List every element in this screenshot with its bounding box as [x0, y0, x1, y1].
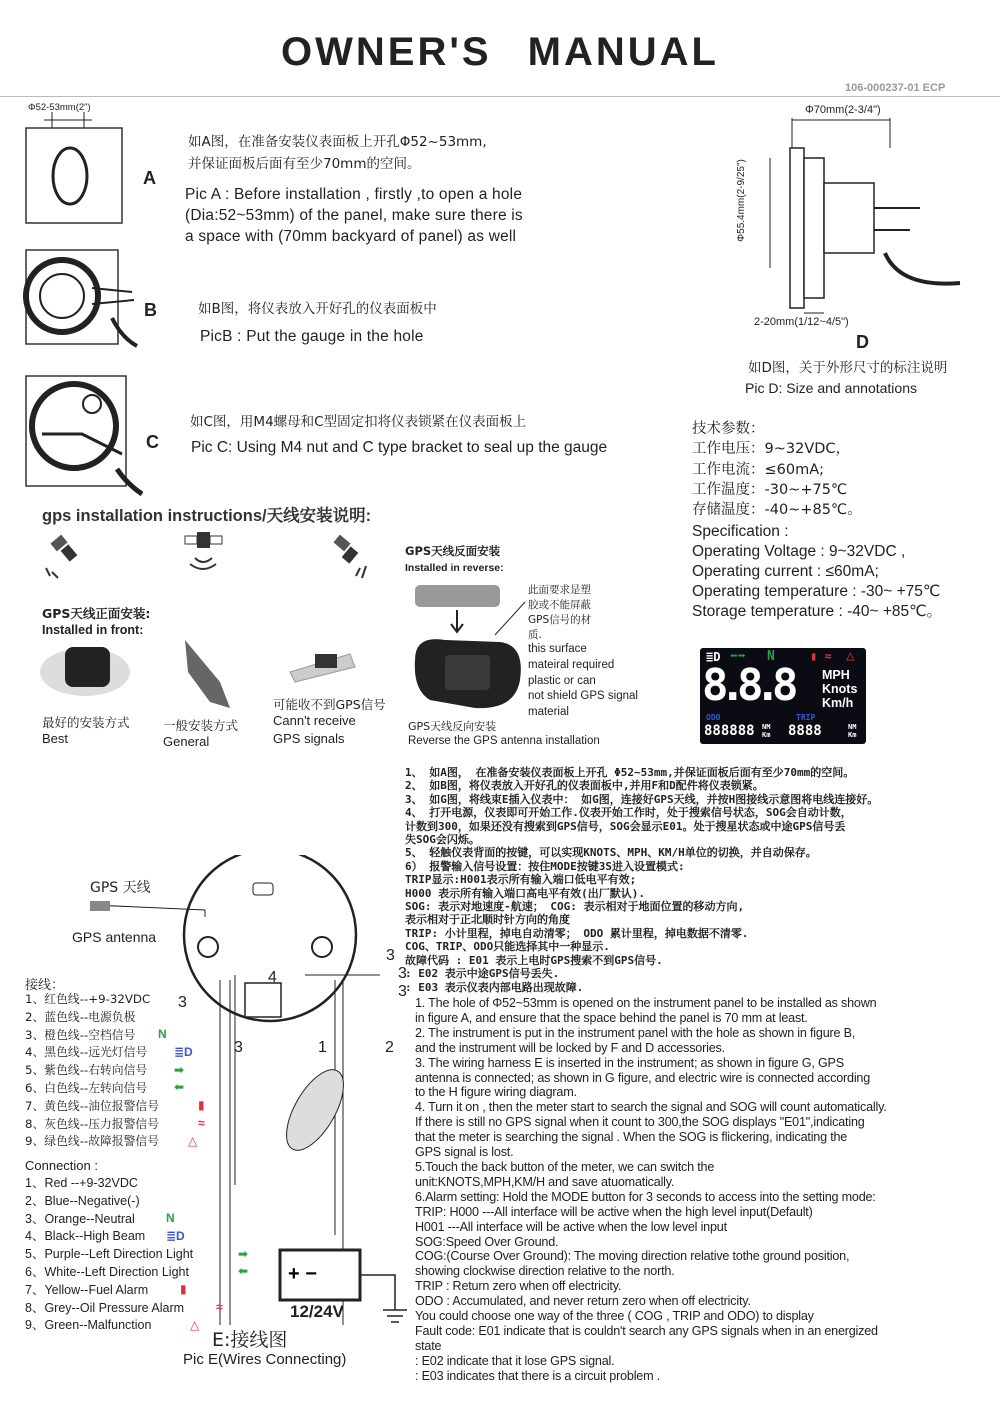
wiring-cn-title: 接线：	[25, 978, 65, 993]
high-beam-indicator-icon: ≣D	[706, 650, 721, 664]
en-indicator-icons	[166, 1210, 248, 1335]
text-line: 2、Blue--Negative(-)	[25, 1193, 140, 1208]
odo-unit-nm: NM	[762, 723, 771, 731]
text-line: and the instrument will be locked by F and D accessories.	[415, 1040, 725, 1055]
gps-note-cn	[528, 583, 591, 643]
text-line: Pic A : Before installation , firstly ,to open a hole	[185, 186, 523, 203]
pic-c-bracket-diagram	[22, 374, 147, 499]
text-line: material	[528, 706, 569, 719]
pin-label: 3	[178, 994, 187, 1011]
pic-a-letter: A	[143, 168, 156, 188]
pic-a-dimension: Φ52-53mm(2")	[28, 102, 91, 113]
text-line: 4、Black--High Beam	[25, 1229, 146, 1244]
text-line: 故障代码 : E01 表示上电时GPS搜索不到GPS信号.	[405, 953, 663, 967]
pic-a-en-text	[185, 184, 523, 247]
text-line: (Dia:52~53mm) of the panel, make sure there is	[185, 207, 523, 224]
warning-triangle-icon: △	[188, 1133, 198, 1148]
text-line: 5、 轻触仪表背面的按键，可以实现KNOTS、MPH、KM/H单位的切换，并自动保存。	[405, 846, 817, 860]
text-line: 2. The instrument is put in the instrument panel with the hole as shown in figure B,	[415, 1025, 856, 1040]
text-line: 失SOG会闪烁。	[405, 833, 480, 847]
text-line: SOG: 表示对地速度-航速； COG: 表示相对于地面位置的移动方向,	[405, 900, 745, 914]
gps-front-cn: GPS天线正面安装:	[42, 606, 151, 621]
oil-pressure-icon: ≈	[198, 1115, 205, 1130]
text-line: 4、黑色线--远光灯信号	[25, 1045, 148, 1060]
fuel-icon: ▮	[198, 1098, 205, 1113]
gps-heading: gps installation instructions/天线安装说明:	[42, 507, 372, 525]
text-line: 技术参数：	[692, 421, 765, 437]
text-line: to the H figure wiring diagram.	[415, 1085, 577, 1100]
text-line: 6、White--Left Direction Light	[25, 1264, 189, 1279]
text-line: 计数到300，如果还没有搜索到GPS信号，SOG会显示E01。处于搜星状态或中途GPS信号丢	[405, 819, 846, 833]
trip-label: TRIP	[796, 713, 816, 722]
pic-d-en-text: Pic D: Size and annotations	[745, 380, 917, 396]
gps-note-en	[528, 642, 638, 721]
pic-b-en-text: PicB : Put the gauge in the hole	[200, 328, 424, 345]
text-line: : E02 indicate that it lose GPS signal.	[415, 1353, 615, 1368]
text-line: Specification :	[692, 523, 789, 540]
text-line: : E03 indicates that there is a circuit problem .	[415, 1368, 660, 1383]
text-line: : E03 表示仪表内部电路出现故障.	[405, 980, 584, 994]
text-line: 质.	[528, 629, 542, 641]
gps-reverse-cn: GPS天线反面安装	[405, 544, 501, 558]
malfunction-warning-icon: △	[846, 648, 855, 664]
text-line: MPH	[822, 668, 850, 682]
text-line: 如A图，在准备安装仪表面板上开孔Φ52~53mm,	[188, 134, 487, 150]
high-beam-icon: ≣D	[166, 1228, 185, 1243]
text-line: 6） 报警输入信号设置：按住MODE按键3S进入设置模式:	[405, 859, 685, 873]
text-line: TRIP : Return zero when off electricity.	[415, 1279, 622, 1294]
pic-e-caption: Pic E(Wires Connecting)	[183, 1351, 347, 1368]
text-line: 5、Purple--Left Direction Light	[25, 1247, 194, 1262]
odo-label: ODO	[706, 713, 721, 722]
pic-d-dim-top: Φ70mm(2-3/4")	[805, 104, 881, 116]
text-line: COG、TRIP、ODO只能选择其中一种显示.	[405, 940, 610, 954]
cn-indicator-icons	[158, 1026, 205, 1151]
text-line: antenna is connected; as shown in G figure, and electric wire is connected according	[415, 1070, 871, 1085]
text-line: SOG:Speed Over Ground.	[415, 1234, 559, 1249]
reverse-antenna-image	[405, 580, 530, 720]
left-arrow-icon: ⬅	[238, 1264, 249, 1279]
neutral-indicator: N	[767, 649, 775, 664]
text-line: 3. The wiring harness E is inserted in the instrument; as shown in figure G, GPS	[415, 1055, 844, 1070]
text-line: H001 ---All interface will be active when the low level input	[415, 1219, 727, 1234]
text-line: Knots	[822, 682, 858, 696]
specs-cn	[692, 419, 862, 520]
text-line: ODO : Accumulated, and never return zero when off electricity.	[415, 1294, 751, 1309]
steps-en	[415, 996, 887, 1384]
text-line: TRIP: H000 ---All interface will be active when the high level input(Default)	[415, 1204, 813, 1219]
gps-general-cn: 一般安装方式	[163, 718, 239, 733]
text-line: not shield GPS signal	[528, 690, 638, 703]
text-line: 5.Touch the back button of the meter, we can switch the	[415, 1159, 715, 1174]
text-line: 5、紫色线--右转向信号	[25, 1063, 148, 1078]
text-line: Km/h	[822, 696, 854, 710]
pic-d-letter: D	[856, 332, 869, 352]
pic-a-cn-text	[188, 131, 487, 175]
speed-digits: 8.8.8	[702, 660, 790, 711]
battery-label: 12/24V	[290, 1302, 344, 1321]
text-line: COG:(Course Over Ground): The moving direction relative tothe ground position,	[415, 1249, 850, 1264]
gps-best-en: Best	[42, 731, 69, 746]
text-line: TRIP: 小计里程，掉电自动清零； ODO 累计里程，掉电数据不清零.	[405, 926, 749, 940]
gps-cannot-cn: 可能收不到GPS信号	[273, 697, 386, 712]
left-arrow-icon: ⬅	[174, 1080, 185, 1095]
text-line: this surface	[528, 643, 587, 655]
trip-unit-km: Km	[848, 731, 857, 739]
divider	[0, 96, 1000, 97]
high-beam-icon: ≣D	[174, 1044, 193, 1059]
text-line: 此面要求是塑	[528, 584, 591, 596]
pin-label: 4	[268, 969, 277, 986]
text-line: unit:KNOTS,MPH,KM/H and save atuomatically.	[415, 1174, 675, 1189]
text-line: 6、白色线--左转向信号	[25, 1080, 148, 1095]
gps-cannot-en-2: GPS signals	[273, 731, 345, 746]
text-line: 2、 如B图，将仪表放入开好孔的仪表面板中,并用F和D配件将仪表锁紧。	[405, 779, 764, 793]
text-line: : E02 表示中途GPS信号丢失.	[405, 967, 560, 981]
specs-en	[692, 522, 942, 622]
text-line: Operating current : ≤60mA;	[692, 563, 879, 580]
pic-c-cn-text: 如C图，用M4螺母和C型固定扣将仪表锁紧在仪表面板上	[190, 414, 527, 430]
oil-pressure-icon: ≈	[216, 1299, 223, 1314]
satellite-icon	[333, 535, 366, 578]
text-line: 4、 打开电源，仪表即可开始工作.仪表开始工作时，处于搜索信号状态，SOG会自动计数，	[405, 806, 852, 820]
text-line: in figure A, and ensure that the space behind the panel is 70 mm at least.	[415, 1010, 808, 1025]
speed-units	[822, 668, 857, 710]
pic-d-cn-text: 如D图，关于外形尺寸的标注说明	[748, 360, 948, 376]
text-line: that the meter is searching the signal . When the SOG is flickering, indicating the	[415, 1130, 848, 1145]
pin-label: 2	[385, 1039, 394, 1056]
text-line: plastic or can	[528, 674, 596, 687]
text-line: If there is still no GPS signal when it count to 300,the SOG displays "E01",indicating	[415, 1115, 865, 1130]
pin-label: 3	[386, 947, 395, 964]
text-line: 3、 如G图，将线束E插入仪表中： 如G图，连接好GPS天线，并按H图接线示意图将电线连接好。	[405, 792, 879, 806]
text-line: 3、橙色线--空档信号	[25, 1027, 136, 1042]
text-line: Operating Voltage : 9~32VDC ,	[692, 543, 906, 560]
pic-c-en-text: Pic C: Using M4 nut and C type bracket to seal up the gauge	[191, 439, 608, 456]
fuel-icon: ▮	[180, 1282, 187, 1297]
right-arrow-icon: ➡	[238, 1246, 249, 1261]
pic-a-panel-hole-diagram	[22, 112, 132, 227]
trip-digits: 8888	[788, 723, 822, 739]
text-line: 工作电流：≤60mA;	[692, 461, 825, 478]
gps-reverse-en: Installed in reverse:	[405, 562, 504, 574]
text-line: 7、Yellow--Fuel Alarm	[25, 1282, 149, 1297]
text-line: Fault code: E01 indicate that is couldn't search any GPS signals when in an energized	[415, 1323, 878, 1338]
pic-b-cn-text: 如B图，将仪表放入开好孔的仪表面板中	[198, 301, 437, 317]
pic-d-dim-bottom: 2-20mm(1/12~4/5")	[754, 316, 849, 328]
text-line: TRIP显示:H001表示所有输入端口低电平有效;	[405, 873, 637, 887]
text-line: 胶或不能屏蔽	[528, 599, 591, 611]
satellite-icons	[40, 528, 380, 588]
odo-unit-km: Km	[762, 731, 771, 739]
text-line: 1、红色线--+9-32VDC	[25, 992, 151, 1006]
gps-antenna-cn-label: GPS 天线	[90, 880, 151, 896]
trip-unit-nm: NM	[848, 723, 857, 731]
pin-label: 3	[398, 983, 407, 1000]
gps-cannot-en-1: Cann't receive	[273, 713, 356, 728]
pin-label: 1	[318, 1039, 327, 1056]
steps-cn	[405, 766, 878, 994]
svg-text:+ −: + −	[288, 1263, 317, 1285]
gps-general-en: General	[163, 734, 210, 749]
pic-c-letter: C	[146, 432, 159, 452]
neutral-icon: N	[166, 1211, 175, 1225]
text-line: a space with (70mm backyard of panel) as well	[185, 228, 517, 245]
document-code: 106-000237-01 ECP	[845, 82, 946, 94]
text-line: 9、绿色线--故障报警信号	[25, 1134, 159, 1149]
wiring-en-title: Connection :	[25, 1158, 98, 1173]
text-line: GPS signal is lost.	[415, 1145, 514, 1160]
text-line: mateiral required	[528, 658, 615, 671]
warning-triangle-icon: △	[190, 1317, 200, 1332]
text-line: 2、蓝色线--电源负极	[25, 1009, 136, 1024]
text-line: 并保证面板后面有至少70mm的空间。	[188, 156, 421, 172]
text-line: 3、Orange--Neutral	[25, 1211, 135, 1226]
gps-antenna-en-label: GPS antenna	[72, 929, 157, 945]
pic-d-dim-side: Φ55.4mm(2-9/25")	[735, 159, 747, 242]
page-title: OWNER'S MANUAL	[281, 30, 719, 74]
satellite-icon	[185, 532, 222, 569]
odo-digits: 888888	[704, 723, 755, 739]
wiring-cn-list	[25, 991, 159, 1151]
text-line: H000 表示所有输入端口高电平有效(出厂默认).	[405, 886, 645, 900]
text-line: GPS信号的材	[528, 614, 592, 626]
text-line: 表示相对于正北顺时针方向的角度	[405, 913, 570, 927]
neutral-icon: N	[158, 1027, 167, 1041]
text-line: Operating temperature : -30~ +75℃	[692, 583, 941, 600]
gps-bottom-en: Reverse the GPS antenna installation	[408, 735, 600, 747]
text-line: 工作温度：-30~+75℃	[692, 481, 848, 498]
turn-signal-icons: ⬅➡	[730, 649, 746, 664]
text-line: 7、黄色线--油位报警信号	[25, 1098, 159, 1113]
lcd-display-preview	[700, 648, 866, 744]
gps-front-en: Installed in front:	[42, 623, 144, 637]
pin-label: 3	[234, 1039, 243, 1056]
pic-b-letter: B	[144, 300, 157, 320]
text-line: You could choose one way of the three ( COG , TRIP and ODO) to display	[415, 1309, 814, 1324]
text-line: 1、 如A图， 在准备安装仪表面板上开孔 Φ52~53mm,并保证面板后面有至少70mm的空间。	[405, 766, 855, 779]
pic-d-size-diagram	[760, 118, 995, 318]
text-line: 6.Alarm setting: Hold the MODE button for 3 seconds to access into the setting mode:	[415, 1189, 876, 1204]
text-line: 8、灰色线--压力报警信号	[25, 1116, 159, 1131]
text-line: showing clockwise direction relative to the north.	[415, 1264, 675, 1279]
text-line: 4. Turn it on , then the meter start to search the signal and SOG will count automatically.	[415, 1100, 887, 1115]
text-line: 存储温度：-40~+85℃。	[692, 502, 862, 519]
satellite-icon	[46, 535, 77, 578]
gps-best-cn: 最好的安装方式	[42, 715, 130, 730]
gps-bottom-cn: GPS天线反向安装	[408, 720, 497, 733]
text-line: state	[415, 1338, 442, 1353]
text-line: 1、Red --+9-32VDC	[25, 1176, 138, 1190]
text-line: 8、Grey--Oil Pressure Alarm	[25, 1300, 185, 1315]
right-arrow-icon: ➡	[174, 1062, 185, 1077]
pin-label: 3	[398, 965, 407, 982]
fuel-oil-alarm-icons: ▮ ≈	[810, 649, 832, 663]
text-line: 9、Green--Malfunction	[25, 1318, 152, 1333]
text-line: Storage temperature : -40~ +85℃。	[692, 603, 943, 620]
pic-b-gauge-in-hole-diagram	[22, 248, 142, 348]
text-line: 工作电压：9~32VDC，	[692, 441, 851, 458]
text-line: 1. The hole of Φ52~53mm is opened on the instrument panel to be installed as shown	[415, 996, 877, 1010]
pic-e-title: E:接线图	[212, 1329, 288, 1351]
